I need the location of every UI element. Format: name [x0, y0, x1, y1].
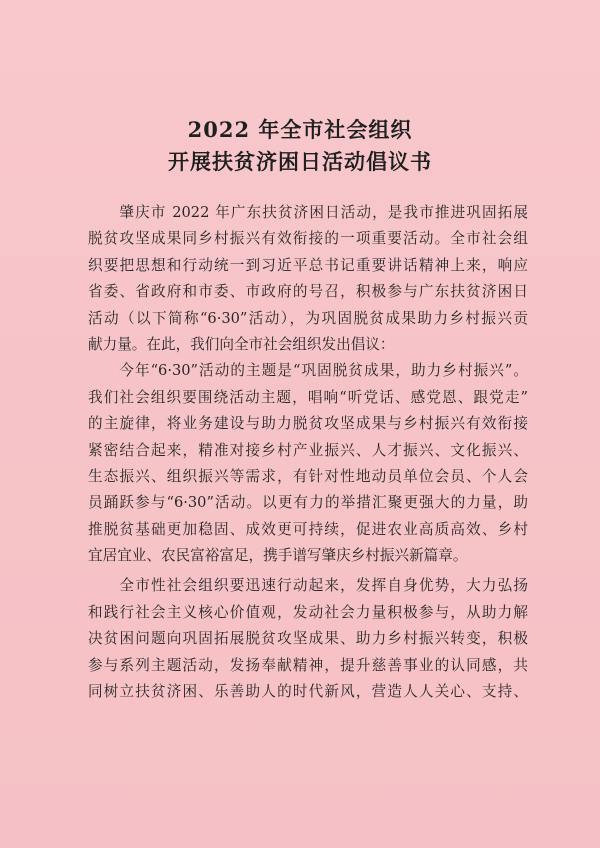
text-line: 献力量。在此，我们向全市社会组织发出倡议：: [88, 335, 395, 353]
document-title-line-2: 开展扶贫济困日活动倡议书: [168, 149, 432, 174]
text-line: 紧密结合起来，精准对接乡村产业振兴、人才振兴、文化振兴、: [88, 441, 528, 459]
text-line: 肇庆市 2022 年广东扶贫济困日活动，是我市推进巩固拓展: [88, 204, 528, 221]
text-line: 今年“6·30”活动的主题是“巩固脱贫成果，助力乡村振兴”。: [88, 362, 528, 380]
text-line: 我们社会组织要围绕活动主题，唱响“听党话、感党恩、跟党走”: [88, 388, 528, 406]
text-line: 织要把思想和行动统一到习近平总书记重要讲话精神上来，响应: [88, 256, 528, 274]
text-line: 员踊跃参与“6·30”活动。以更有力的举措汇聚更强大的力量，助: [88, 494, 528, 512]
text-line: 同树立扶贫济困、乐善助人的时代新风，营造人人关心、支持、: [88, 683, 528, 701]
paragraph-1: [88, 200, 528, 358]
text-line: 脱贫攻坚成果同乡村振兴有效衔接的一项重要活动。全市社会组: [88, 230, 528, 248]
text-line: 宜居宜业、农民富裕富足，携手谱写肇庆乡村振兴新篇章。: [88, 547, 468, 565]
text-line: 参与系列主题活动，发扬奉献精神，提升慈善事业的认同感，共: [88, 656, 528, 674]
text-line: 生态振兴、组织振兴等需求，有针对性地动员单位会员、个人会: [88, 467, 528, 485]
document-title-line-1: 2022 年全市社会组织: [187, 117, 413, 142]
text-line: 省委、省政府和市委、市政府的号召，积极参与广东扶贫济困日: [88, 283, 528, 301]
text-line: 和践行社会主义核心价值观，发动社会力量积极参与，从助力解: [88, 603, 528, 621]
paragraph-3: [88, 573, 528, 705]
text-line: 推脱贫基础更加稳固、成效更可持续，促进农业高质高效、乡村: [88, 520, 528, 538]
text-line: 全市性社会组织要迅速行动起来，发挥自身优势，大力弘扬: [88, 577, 528, 595]
document-body: [88, 200, 528, 705]
paragraph-2: [88, 358, 528, 569]
text-line: 活动（以下简称“6·30”活动），为巩固脱贫成果助力乡村振兴贡: [88, 309, 528, 327]
text-line: 的主旋律，将业务建设与助力脱贫攻坚成果与乡村振兴有效衔接: [88, 415, 528, 433]
text-line: 决贫困问题向巩固拓展脱贫攻坚成果、助力乡村振兴转变，积极: [88, 630, 528, 648]
